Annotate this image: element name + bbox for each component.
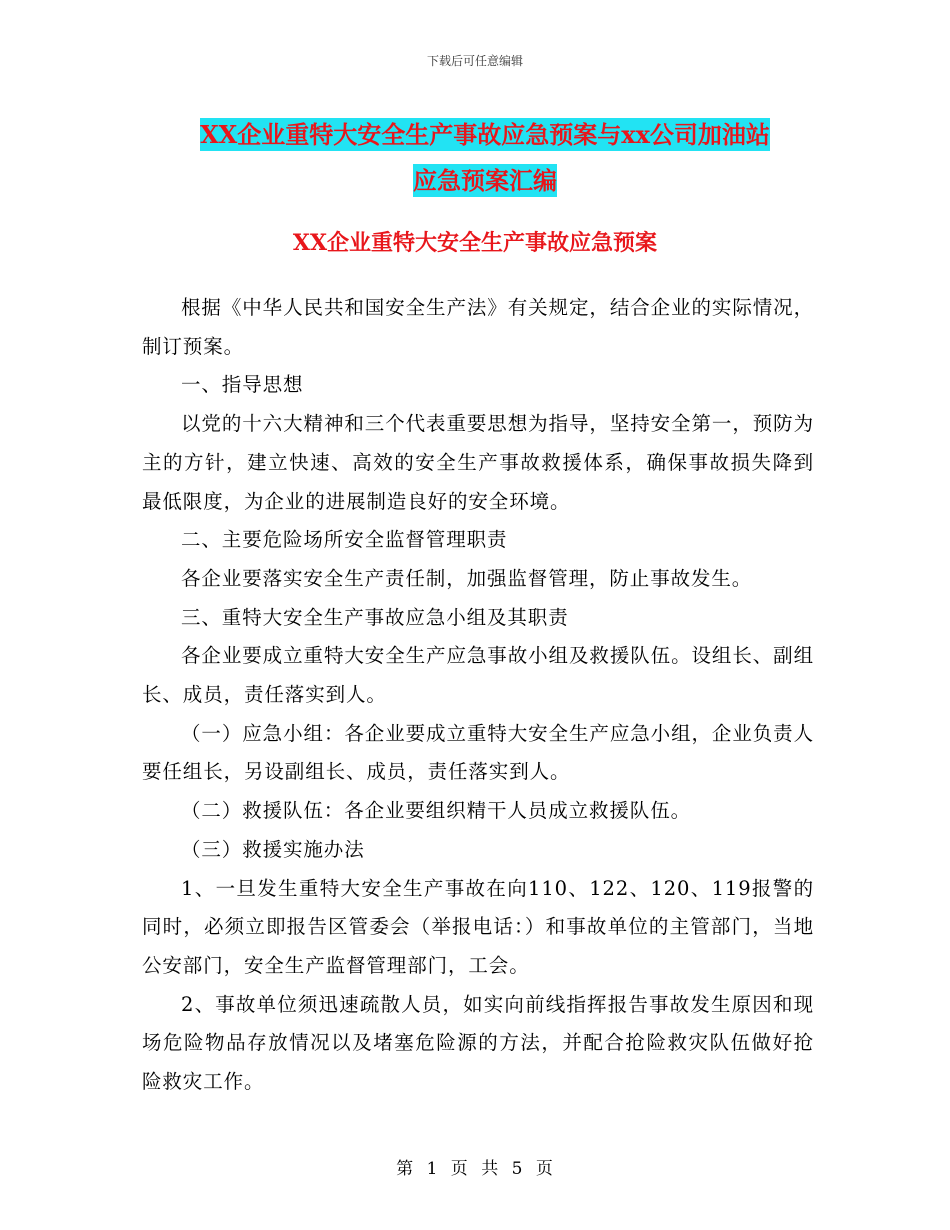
paragraph-measure-2: 2、事故单位须迅速疏散人员，如实向前线指挥报告事故发生原因和现场危险物品存放情况以及堵塞危险源的方法，并配合抢险救灾队伍做好抢险救灾工作。 — [142, 992, 814, 1094]
paragraph-emergency-group: （一）应急小组：各企业要成立重特大安全生产应急小组，企业负责人要任组长，另设副组长、成员，责任落实到人。 — [142, 721, 814, 784]
page-footer: 第 1 页 共 5 页 — [396, 1159, 554, 1179]
heading-emergency-team: 三、重特大安全生产事故应急小组及其职责 — [181, 605, 569, 629]
paragraph-rescue-team: （二）救援队伍：各企业要组织精干人员成立救援队伍。 — [181, 799, 692, 823]
document-title-line-1: XX企业重特大安全生产事故应急预案与xx公司加油站 — [200, 120, 770, 149]
paragraph-measure-1: 1、一旦发生重特大安全生产事故在向110、122、120、119报警的同时，必须立即报告区管委会（举报电话：）和事故单位的主管部门，当地公安部门，安全生产监督管理部门，工会。 — [142, 876, 814, 977]
paragraph-supervision-duties: 各企业要落实安全生产责任制，加强监督管理，防止事故发生。 — [181, 566, 753, 590]
section-title: XX企业重特大安全生产事故应急预案 — [292, 230, 658, 256]
header-note: 下载后可任意编辑 — [426, 54, 523, 68]
paragraph-guiding-ideology: 以党的十六大精神和三个代表重要思想为指导，坚持安全第一，预防为主的方针，建立快速、高效的安全生产事故救援体系，确保事故损失降到最低限度，为企业的进展制造良好的安全环境。 — [142, 412, 814, 513]
paragraph-intro: 根据《中华人民共和国安全生产法》有关规定，结合企业的实际情况，制订预案。 — [142, 296, 814, 358]
heading-guiding-ideology: 一、指导思想 — [181, 373, 304, 397]
document-body — [142, 289, 814, 1102]
paragraph-emergency-team: 各企业要成立重特大安全生产应急事故小组及救援队伍。设组长、副组长、成员，责任落实到人。 — [142, 644, 814, 707]
heading-rescue-measures: （三）救援实施办法 — [181, 837, 365, 861]
document-title-line-2: 应急预案汇编 — [413, 166, 557, 195]
heading-supervision-duties: 二、主要危险场所安全监督管理职责 — [181, 528, 508, 552]
document-title — [80, 112, 890, 204]
